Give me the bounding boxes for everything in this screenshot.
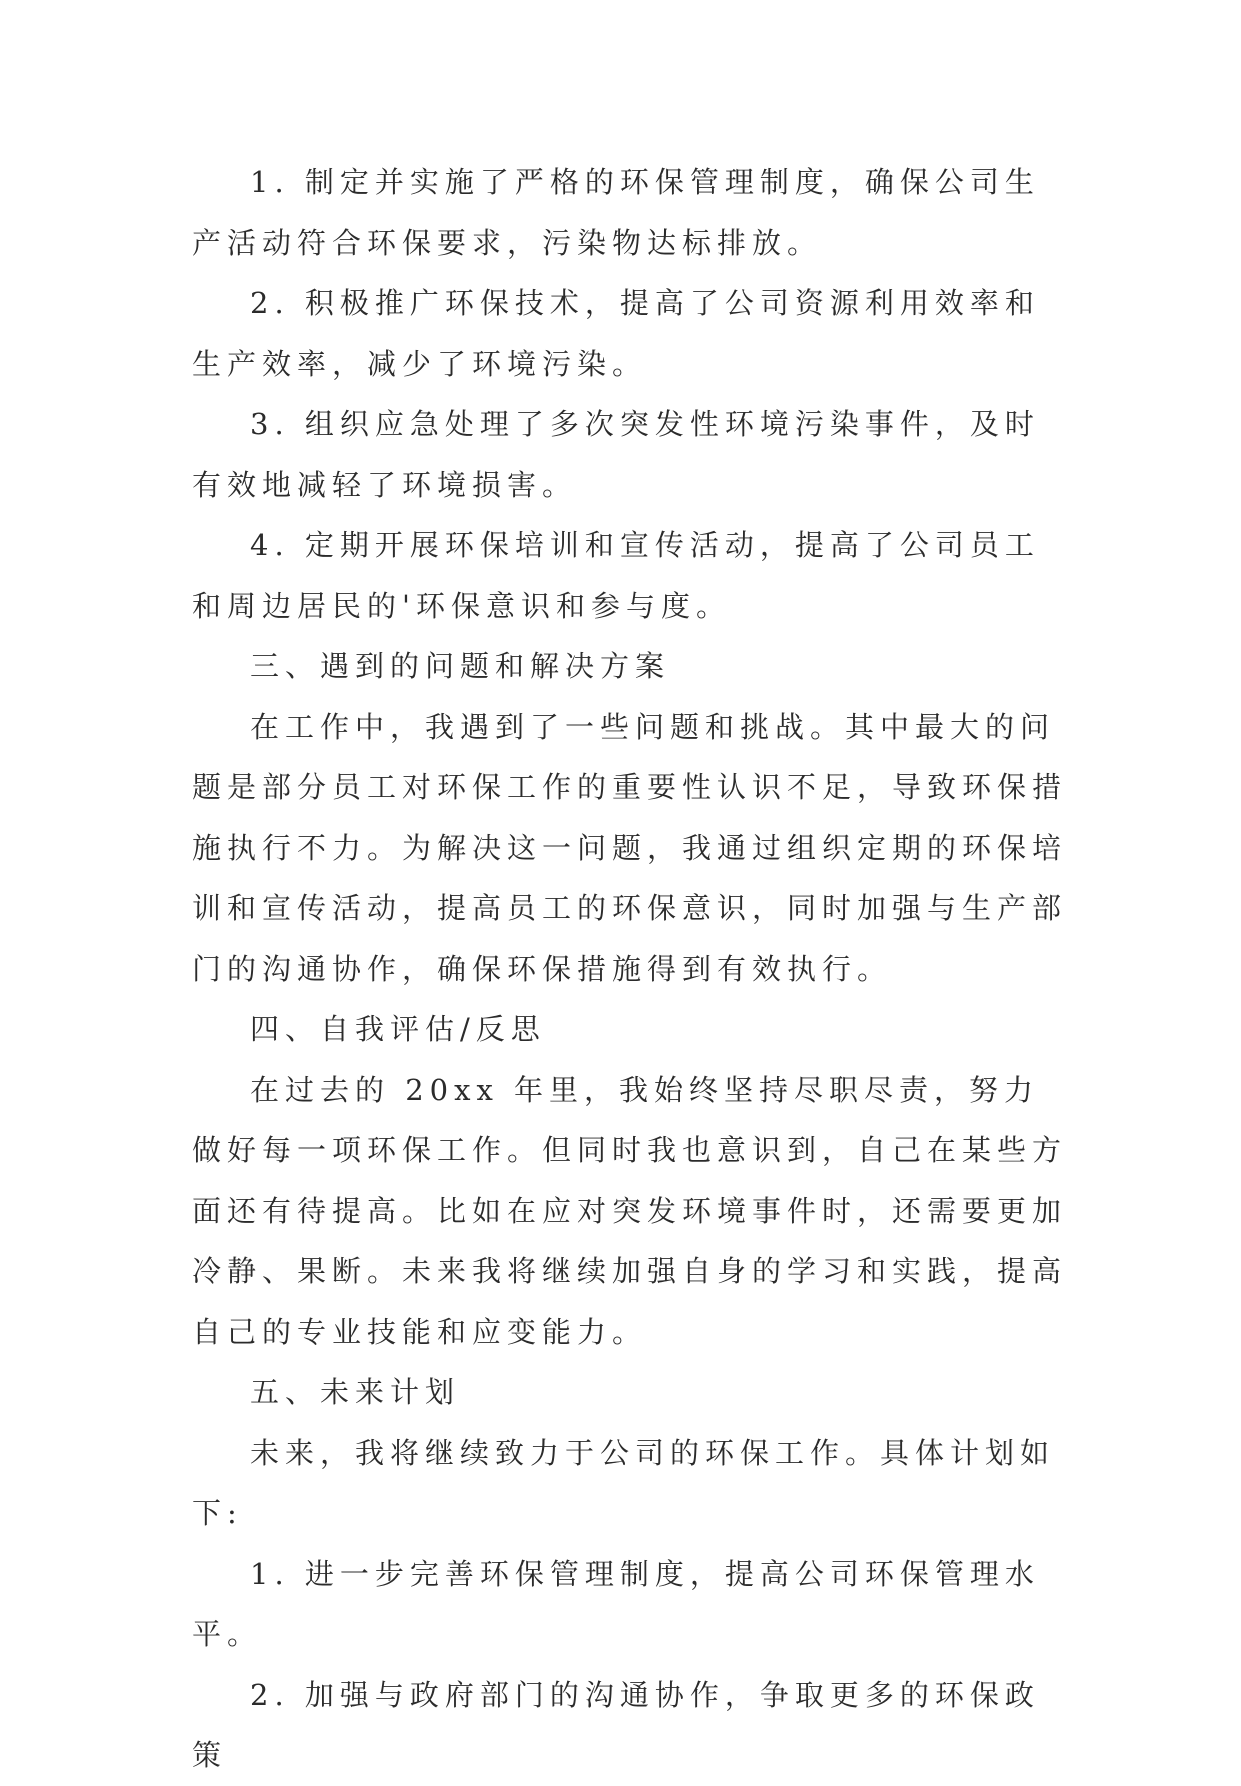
document-body [192, 152, 1072, 1786]
plan-item-2: 2. 加强与政府部门的沟通协作，争取更多的环保政策 [192, 1677, 1040, 1772]
list-item-2: 2. 积极推广环保技术，提高了公司资源利用效率和生产效率，减少了环境污染。 [192, 286, 1040, 381]
section-heading-future-plan: 五、未来计划 [250, 1375, 461, 1409]
section-heading-problems: 三、遇到的问题和解决方案 [250, 649, 671, 683]
paragraph-self-evaluation: 在过去的 20xx 年里，我始终坚持尽职尽责，努力做好每一项环保工作。但同时我也意识到，自己在某些方面还有待提高。比如在应对突发环境事件时，还需要更加冷静、果断。未来我将继续加强自身的学习和实践，提高自己的专业技能和应变能力。 [192, 1072, 1068, 1349]
plan-item-1: 1. 进一步完善环保管理制度，提高公司环保管理水平。 [192, 1556, 1040, 1651]
list-item-3: 3. 组织应急处理了多次突发性环境污染事件，及时有效地减轻了环境损害。 [192, 407, 1040, 502]
list-item-1: 1. 制定并实施了严格的环保管理制度，确保公司生产活动符合环保要求，污染物达标排放。 [192, 165, 1040, 260]
paragraph-problems: 在工作中，我遇到了一些问题和挑战。其中最大的问题是部分员工对环保工作的重要性认识不足，导致环保措施执行不力。为解决这一问题，我通过组织定期的环保培训和宣传活动，提高员工的环保意识，同时加强与生产部门的沟通协作，确保环保措施得到有效执行。 [192, 709, 1068, 986]
paragraph-future-plan-intro: 未来，我将继续致力于公司的环保工作。具体计划如下: [192, 1435, 1056, 1530]
list-item-4: 4. 定期开展环保培训和宣传活动，提高了公司员工和周边居民的'环保意识和参与度。 [192, 528, 1040, 623]
section-heading-self-evaluation: 四、自我评估/反思 [250, 1012, 546, 1046]
